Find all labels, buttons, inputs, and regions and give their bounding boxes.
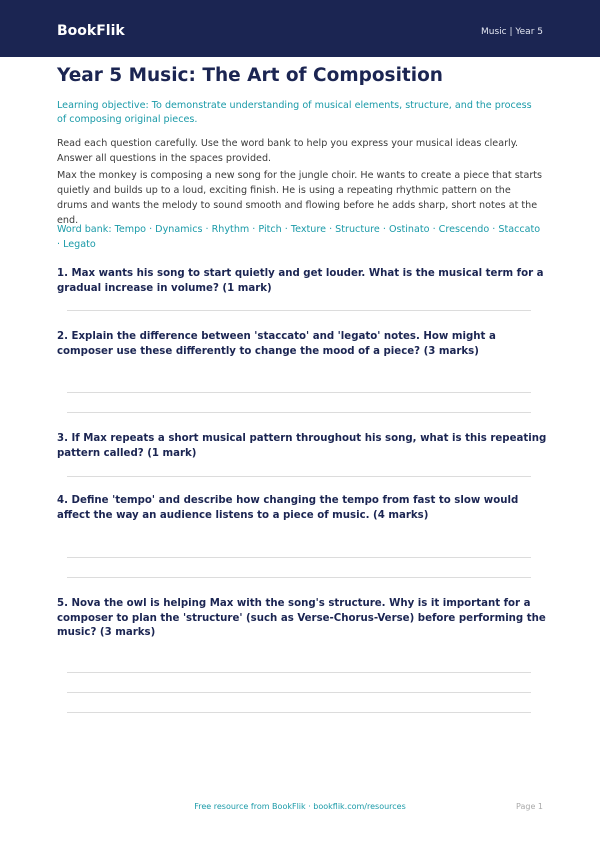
- answer-line[interactable]: [67, 712, 531, 713]
- answer-line[interactable]: [67, 672, 531, 673]
- answer-line[interactable]: [67, 412, 531, 413]
- question-1: 1. Max wants his song to start quietly and get louder. What is the musical term for a gradual increase in volume? (1 mark): [57, 268, 544, 294]
- footer-credit[interactable]: Free resource from BookFlik · bookflik.com/resources: [194, 802, 406, 811]
- brand-logo[interactable]: BookFlik: [57, 23, 125, 39]
- answer-line[interactable]: [67, 557, 531, 558]
- answer-line[interactable]: [67, 392, 531, 393]
- question-2: 2. Explain the difference between 'staccato' and 'legato' notes. How might a composer use these differently to change the mood of a piece? (3 marks): [57, 331, 496, 357]
- header-bar: [0, 0, 600, 57]
- word-bank: Word bank: Tempo · Dynamics · Rhythm · Pitch · Texture · Structure · Ostinato · Crescendo · Staccato · Legato: [57, 224, 541, 250]
- instructions: Read each question carefully. Use the word bank to help you express your musical ideas clearly. Answer all questions in the spaces provided.: [57, 138, 519, 164]
- answer-line[interactable]: [67, 692, 531, 693]
- scenario-text: Max the monkey is composing a new song for the jungle choir. He wants to create a piece that starts quietly and builds up to a loud, exciting finish. He is using a repeating rhythmic pattern on the drums and wants the melody to sound smooth and flowing before he adds sharp, short notes at the end.: [57, 170, 543, 226]
- page-number: Page 1: [516, 802, 543, 811]
- question-5: 5. Nova the owl is helping Max with the song's structure. Why is it important for a composer to plan the 'structure' (such as Verse-Chorus-Verse) before performing the music? (3 marks): [57, 598, 546, 638]
- answer-line[interactable]: [67, 577, 531, 578]
- answer-line[interactable]: [67, 310, 531, 311]
- question-3: 3. If Max repeats a short musical pattern throughout his song, what is this repeating pattern called? (1 mark): [57, 433, 547, 459]
- answer-line[interactable]: [67, 476, 531, 477]
- question-4: 4. Define 'tempo' and describe how changing the tempo from fast to slow would affect the way an audience listens to a piece of music. (4 marks): [57, 495, 519, 521]
- learning-objective: Learning objective: To demonstrate understanding of musical elements, structure, and the process of composing original pieces.: [57, 100, 532, 125]
- page-title: Year 5 Music: The Art of Composition: [57, 65, 443, 86]
- subject-year-label: Music | Year 5: [480, 27, 543, 37]
